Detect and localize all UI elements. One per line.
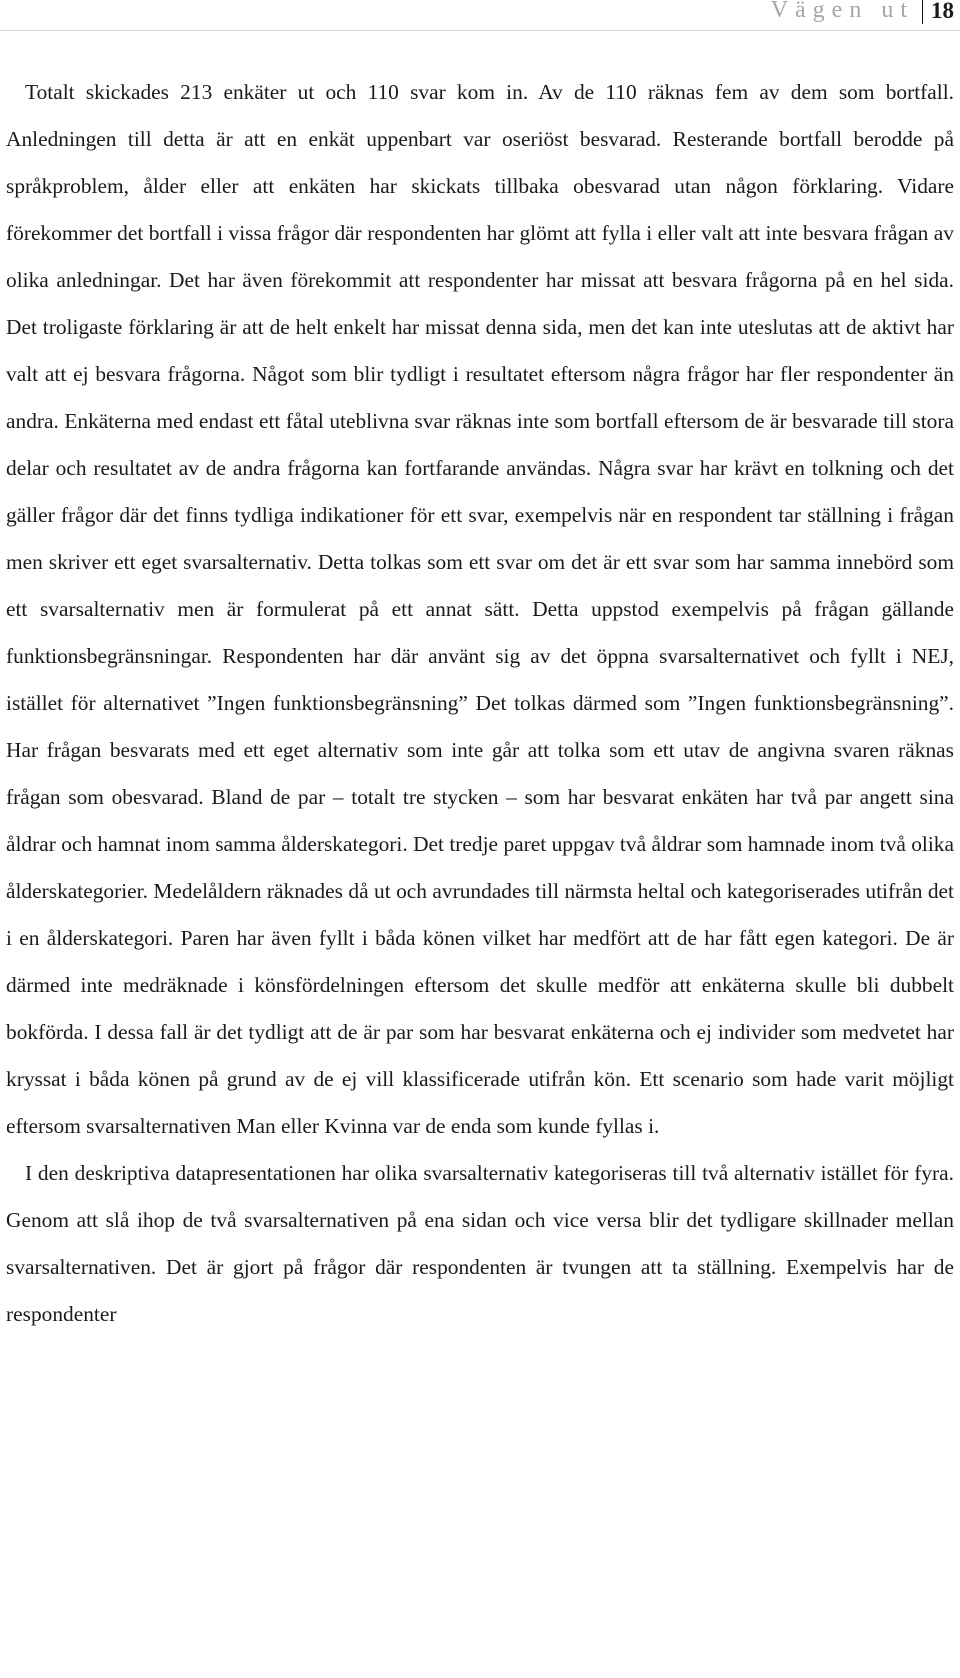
page-number: 18 — [931, 0, 954, 23]
header-separator — [922, 0, 923, 24]
header-title-group — [771, 0, 954, 24]
paragraph-bortfall: Totalt skickades 213 enkäter ut och 110 svar kom in. Av de 110 räknas fem av dem som bortfall. Anledningen till detta är att en enkät uppenbart var oseriöst besvarad. Resterande bortfall berodde på språkproblem, ålder eller att enkäten har skickats tillbaka obesvarad utan någon förklaring. Vidare förekommer det bortfall i vissa frågor där respondenten har glömt att fylla i eller valt att inte besvara frågan av olika anledningar. Det har även förekommit att respondenter har missat att besvara frågorna på en hel sida. Det troligaste förklaring är att de helt enkelt har missat denna sida, men det kan inte uteslutas att de aktivt har valt att ej besvara frågorna. Något som blir tydligt i resultatet eftersom några frågor har fler respondenter än andra. Enkäterna med endast ett fåtal uteblivna svar räknas inte som bortfall eftersom de är besvarade till stora delar och resultatet av de andra frågorna kan fortfarande användas. Några svar har krävt en tolkning och det gäller frågor där det finns tydliga indikationer för ett svar, exempelvis när en respondent tar ställning i frågan men skriver ett eget svarsalternativ. Detta tolkas som ett svar om det är ett svar som har samma innebörd som ett svarsalternativ men är formulerat på ett annat sätt. Detta uppstod exempelvis på frågan gällande funktionsbegränsningar. Respondenten har där använt sig av det öppna svarsalternativet och fyllt i NEJ, istället för alternativet ”Ingen funktionsbegränsning” Det tolkas därmed som ”Ingen funktionsbegränsning”. Har frågan besvarats med ett eget alternativ som inte går att tolka som ett utav de angivna svaren räknas frågan som obesvarad. Bland de par – totalt tre stycken – som har besvarat enkäten har två par angett sina åldrar och hamnat inom samma ålderskategori. Det tredje paret uppgav två åldrar som hamnade inom två olika ålderskategorier. Medelåldern räknades då ut och avrundades till närmsta heltal och kategoriserades utifrån det i en ålderskategori. Paren har även fyllt i båda könen vilket har medfört att de har fått egen kategori. De är därmed inte medräknade i könsfördelningen eftersom det skulle medför att enkäterna skulle bli dubbelt bokförda. I dessa fall är det tydligt att de är par som har besvarat enkäterna och ej individer som medvetet har kryssat i båda könen på grund av de ej vill klassificerade utifrån kön. Ett scenario som hade varit möjligt eftersom svarsalternativen Man eller Kvinna var de enda som kunde fyllas i. — [6, 80, 954, 1138]
page-header — [0, 0, 960, 31]
page-body — [6, 69, 954, 1338]
paragraph-deskriptiva: I den deskriptiva datapresentationen har olika svarsalternativ kategoriseras till två alternativ istället för fyra. Genom att slå ihop de två svarsalternativen på ena sidan och vice versa blir det tydligare skillnader mellan svarsalternativen. Det är gjort på frågor där respondenten är tvungen att ta ställning. Exempelvis har de respondenter — [6, 1161, 954, 1326]
running-title: Vägen ut — [770, 0, 914, 23]
